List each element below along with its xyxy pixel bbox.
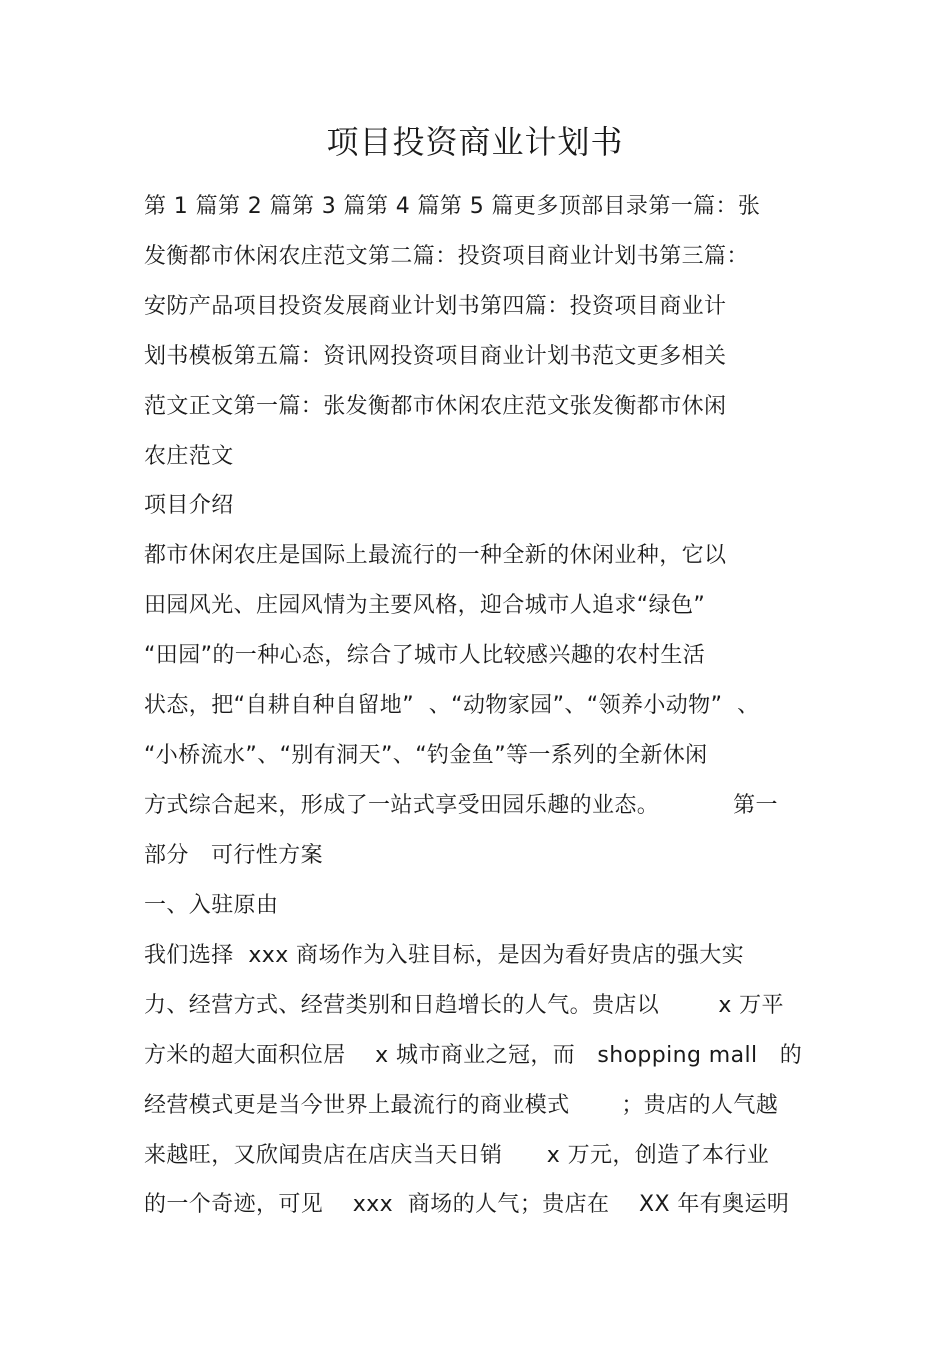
body-line: 方米的超大面积位居 x 城市商业之冠，而 shopping mall 的 (144, 1043, 803, 1068)
body-line: “田园”的一种心态，综合了城市人比较感兴趣的农村生活 (144, 643, 706, 668)
section-heading: 部分 可行性方案 (144, 843, 323, 868)
section-heading: 一、入驻原由 (144, 893, 279, 918)
body-line: 经营模式更是当今世界上最流行的商业模式 ；贵店的人气越 (144, 1093, 779, 1118)
body-line: 划书模板第五篇：资讯网投资项目商业计划书范文更多相关 (144, 344, 727, 369)
body-line: 方式综合起来，形成了一站式享受田园乐趣的业态。 第一 (144, 793, 778, 818)
body-line: 范文正文第一篇：张发衡都市休闲农庄范文张发衡都市休闲 (144, 394, 727, 419)
body-line: 第 1 篇第 2 篇第 3 篇第 4 篇第 5 篇更多顶部目录第一篇：张 (144, 194, 761, 219)
section-heading: 项目介绍 (144, 493, 234, 518)
body-line: 发衡都市休闲农庄范文第二篇：投资项目商业计划书第三篇： (144, 244, 749, 269)
body-line: 安防产品项目投资发展商业计划书第四篇：投资项目商业计 (144, 294, 727, 319)
body-line: “小桥流水”、“别有洞天”、“钓金鱼”等一系列的全新休闲 (144, 743, 708, 768)
document-title: 项目投资商业计划书 (326, 123, 624, 161)
body-line: 来越旺，又欣闻贵店在店庆当天日销 x 万元，创造了本行业 (144, 1143, 770, 1168)
body-line: 力、经营方式、经营类别和日趋增长的人气。贵店以 x 万平 (144, 993, 784, 1018)
body-line: 农庄范文 (144, 444, 234, 469)
body-line: 状态，把“自耕自种自留地” 、“动物家园”、“领养小动物” 、 (144, 693, 760, 718)
body-line: 田园风光、庄园风情为主要风格，迎合城市人追求“绿色” (144, 593, 706, 618)
body-line: 的一个奇迹，可见 xxx 商场的人气；贵店在 XX 年有奥运明 (144, 1192, 790, 1217)
body-line: 都市休闲农庄是国际上最流行的一种全新的休闲业种，它以 (144, 543, 727, 568)
body-line: 我们选择 xxx 商场作为入驻目标，是因为看好贵店的强大实 (144, 943, 745, 968)
